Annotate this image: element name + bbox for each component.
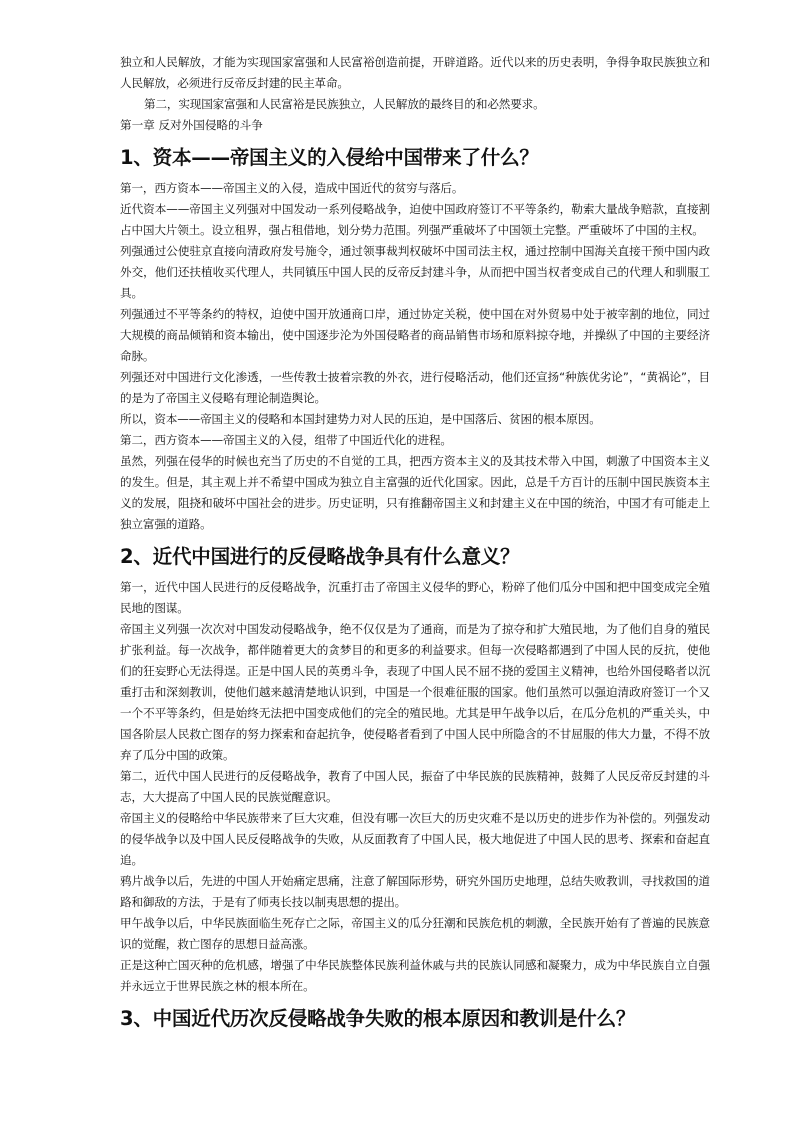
intro-paragraph-2: 第二，实现国家富强和人民富裕是民族独立，人民解放的最终目的和必然要求。 (144, 97, 545, 111)
section-2-paragraph: 正是这种亡国灭种的危机感，增强了中华民族整体民族利益休戚与共的民族认同感和凝聚力，成为中华民族自立自强并永远立于世界民族之林的根本所在。 (120, 958, 710, 993)
section-1-paragraph: 列强还对中国进行文化渗透，一些传教士披着宗教的外衣，进行侵略活动，他们还宣扬“种族优劣论”，“黄祸论”，目的是为了帝国主义侵略有理论制造舆论。 (120, 370, 710, 405)
section-1-paragraph: 近代资本——帝国主义列强对中国发动一系列侵略战争，迫使中国政府签订不平等条约，勒索大量战争赔款，直接割占中国大片领土。设立租界，强占租借地，划分势力范围。列强严重破坏了中国领土完整。严重破坏了中国的主权。 (120, 202, 710, 237)
section-2-paragraph: 第二，近代中国人民进行的反侵略战争，教育了中国人民，振奋了中华民族的民族精神，鼓舞了人民反帝反封建的斗志，大大提高了中国人民的民族觉醒意识。 (120, 769, 710, 804)
section-1-paragraph: 列强通过不平等条约的特权，迫使中国开放通商口岸，通过协定关税，使中国在对外贸易中处于被宰割的地位，同过大规模的商品倾销和资本输出，使中国逐步沦为外国侵略者的商品销售市场和原料掠夺地，并操纵了中国的主要经济命脉。 (120, 307, 710, 363)
section-2-paragraph: 甲午战争以后，中华民族面临生死存亡之际，帝国主义的瓜分狂潮和民族危机的刺激，全民族开始有了普遍的民族意识的觉醒，救亡图存的思想日益高涨。 (120, 916, 710, 951)
document-page (120, 52, 710, 1039)
section-1-paragraph: 第一，西方资本——帝国主义的入侵，造成中国近代的贫穷与落后。 (120, 181, 464, 195)
section-2-paragraph: 鸦片战争以后，先进的中国人开始痛定思痛，注意了解国际形势，研究外国历史地理，总结失败教训，寻找救国的道路和御敌的方法，于是有了师夷长技以制夷思想的提出。 (120, 874, 710, 909)
intro-paragraph-1: 独立和人民解放，才能为实现国家富强和人民富裕创造前提，开辟道路。近代以来的历史表明，争得争取民族独立和人民解放，必须进行反帝反封建的民主革命。 (120, 55, 710, 90)
section-1-paragraph: 第二，西方资本——帝国主义的入侵，组带了中国近代化的进程。 (120, 433, 452, 447)
section-2-heading: 2、近代中国进行的反侵略战争具有什么意义？ (120, 545, 520, 568)
chapter-title: 第一章 反对外国侵略的斗争 (120, 118, 263, 132)
section-1-paragraph: 所以，资本——帝国主义的侵略和本国封建势力对人民的压迫，是中国落后、贫困的根本原因。 (120, 412, 601, 426)
section-3-heading: 3、中国近代历次反侵略战争失败的根本原因和教训是什么？ (120, 1007, 636, 1030)
section-2-paragraph: 帝国主义的侵略给中华民族带来了巨大灾难，但没有哪一次巨大的历史灾难不是以历史的进步作为补偿的。列强发动的侵华战争以及中国人民反侵略战争的失败，从反面教育了中国人民，极大地促进了中国人民的思考、探索和奋起直追。 (120, 811, 710, 867)
section-1-paragraph: 列强通过公使驻京直接向清政府发号施令，通过领事裁判权破坏中国司法主权，通过控制中国海关直接干预中国内政外交，他们还扶植收买代理人，共同镇压中国人民的反帝反封建斗争，从而把中国当权者变成自己的代理人和驯服工具。 (120, 244, 710, 300)
section-1-heading: 1、资本——帝国主义的入侵给中国带来了什么？ (120, 146, 539, 169)
section-2-paragraph: 帝国主义列强一次次对中国发动侵略战争，绝不仅仅是为了通商，而是为了掠夺和扩大殖民地，为了他们自身的殖民扩张利益。每一次战争，都伴随着更大的贪梦目的和更多的利益要求。但每一次侵略都遇到了中国人民的反抗，使他们的狂妄野心无法得逞。正是中国人民的英勇斗争，表现了中国人民不屈不挠的爱国主义精神，也给外国侵略者以沉重打击和深刻教训，使他们越来越清楚地认识到，中国是一个很难征服的国家。他们虽然可以强迫清政府签订一个又一个不平等条约，但是始终无法把中国变成他们的完全的殖民地。尤其是甲午战争以后，在瓜分危机的严重关头，中国各阶层人民救亡图存的努力探索和奋起抗争，使侵略者看到了中国人民中所隐含的不甘屈服的伟大力量，不得不放弃了瓜分中国的政策。 (120, 622, 710, 762)
section-1-paragraph: 虽然，列强在侵华的时候也充当了历史的不自觉的工具，把西方资本主义的及其技术带入中国，刺激了中国资本主义的发生。但是，其主观上并不希望中国成为独立自主富强的近代化国家。因此，总是千方百计的压制中国民族资本主义的发展，阻挠和破坏中国社会的进步。历史证明，只有推翻帝国主义和封建主义在中国的统治，中国才有可能走上独立富强的道路。 (120, 454, 710, 531)
section-2-paragraph: 第一，近代中国人民进行的反侵略战争，沉重打击了帝国主义侵华的野心，粉碎了他们瓜分中国和把中国变成完全殖民地的图谋。 (120, 580, 710, 615)
